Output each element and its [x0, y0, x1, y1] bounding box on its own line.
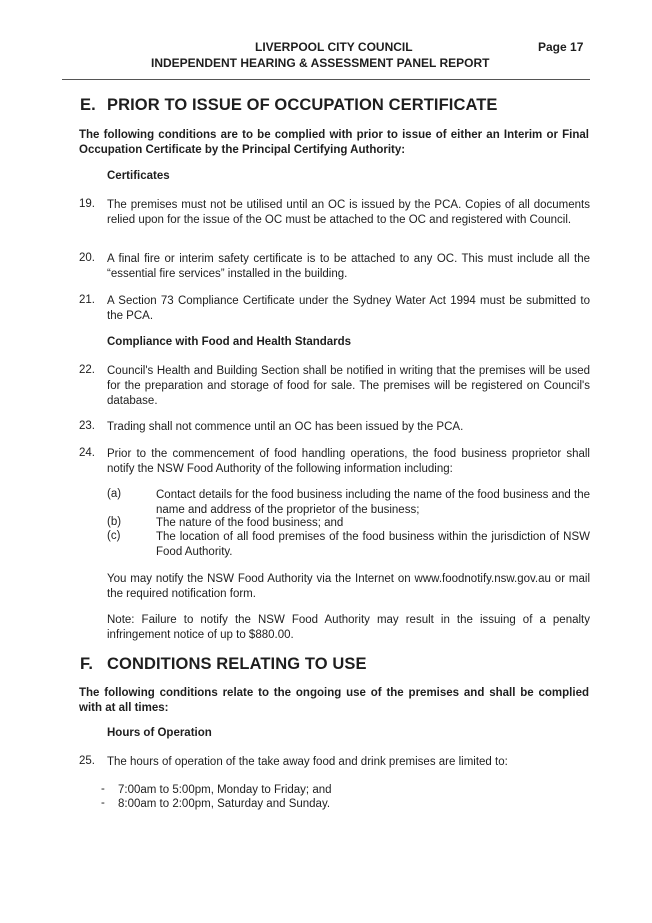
header-council: LIVERPOOL CITY COUNCIL: [255, 40, 413, 54]
bullet-text: 8:00am to 2:00pm, Saturday and Sunday.: [118, 798, 331, 810]
note-paragraph: Note: Failure to notify the NSW Food Authority may result in the issuing of a penalty infringement notice of up to $880.00.: [107, 614, 590, 641]
item-text: A final fire or interim safety certificate is to be attached to any OC. This must include all the “essential fire services” installed in the building.: [107, 253, 590, 280]
hours-heading: Hours of Operation: [107, 727, 212, 739]
header-report-title: INDEPENDENT HEARING & ASSESSMENT PANEL REPORT: [151, 56, 490, 70]
sub-item-marker: (c): [107, 530, 121, 542]
sub-item-text: The nature of the food business; and: [156, 517, 344, 529]
item-number: 25.: [79, 755, 95, 767]
section-e-intro: The following conditions are to be complied with prior to issue of either an Interim or Final Occupation Certificate by the Principal Certifying Authority:: [79, 129, 589, 156]
section-f-intro: The following conditions relate to the ongoing use of the premises and shall be complied with at all times:: [79, 687, 589, 714]
item-text: Trading shall not commence until an OC has been issued by the PCA.: [107, 421, 464, 433]
item-text: A Section 73 Compliance Certificate under the Sydney Water Act 1994 must be submitted to the PCA.: [107, 295, 590, 322]
bullet-text: 7:00am to 5:00pm, Monday to Friday; and: [118, 784, 332, 796]
sub-item-marker: (a): [107, 488, 122, 500]
section-e-letter: E.: [80, 96, 96, 114]
item-number: 21.: [79, 294, 95, 306]
item-number: 20.: [79, 252, 95, 264]
certificates-heading: Certificates: [107, 170, 170, 182]
item-number: 22.: [79, 364, 95, 376]
item-number: 19.: [79, 198, 95, 210]
sub-item-text: The location of all food premises of the food business within the jurisdiction of NSW Food Authority.: [156, 531, 590, 558]
bullet-marker: -: [101, 797, 105, 809]
sub-item-text: Contact details for the food business including the name of the food business and the name and address of the proprietor of the business;: [156, 489, 590, 516]
item-text: Council's Health and Building Section shall be notified in writing that the premises will be used for the preparation and storage of food for sale. The premises will be registered on Council's database.: [107, 365, 590, 407]
item-text: Prior to the commencement of food handling operations, the food business proprietor shall notify the NSW Food Authority of the following information including:: [107, 448, 590, 475]
header-rule: [62, 79, 590, 80]
section-f-letter: F.: [80, 655, 94, 673]
bullet-marker: -: [101, 783, 105, 795]
item-text: The premises must not be utilised until an OC is issued by the PCA. Copies of all documents relied upon for the issue of the OC must be attached to the OC and registered with Council.: [107, 199, 590, 226]
item-text: The hours of operation of the take away food and drink premises are limited to:: [107, 756, 508, 768]
section-e-title: PRIOR TO ISSUE OF OCCUPATION CERTIFICATE: [107, 96, 498, 114]
header-page-number: Page 17: [538, 40, 584, 54]
section-f-title: CONDITIONS RELATING TO USE: [107, 655, 367, 673]
item-number: 24.: [79, 447, 95, 459]
sub-item-marker: (b): [107, 516, 122, 528]
food-standards-heading: Compliance with Food and Health Standards: [107, 336, 352, 348]
notify-paragraph: You may notify the NSW Food Authority via the Internet on www.foodnotify.nsw.gov.au or mail the required notification form.: [107, 573, 590, 600]
item-number: 23.: [79, 420, 95, 432]
